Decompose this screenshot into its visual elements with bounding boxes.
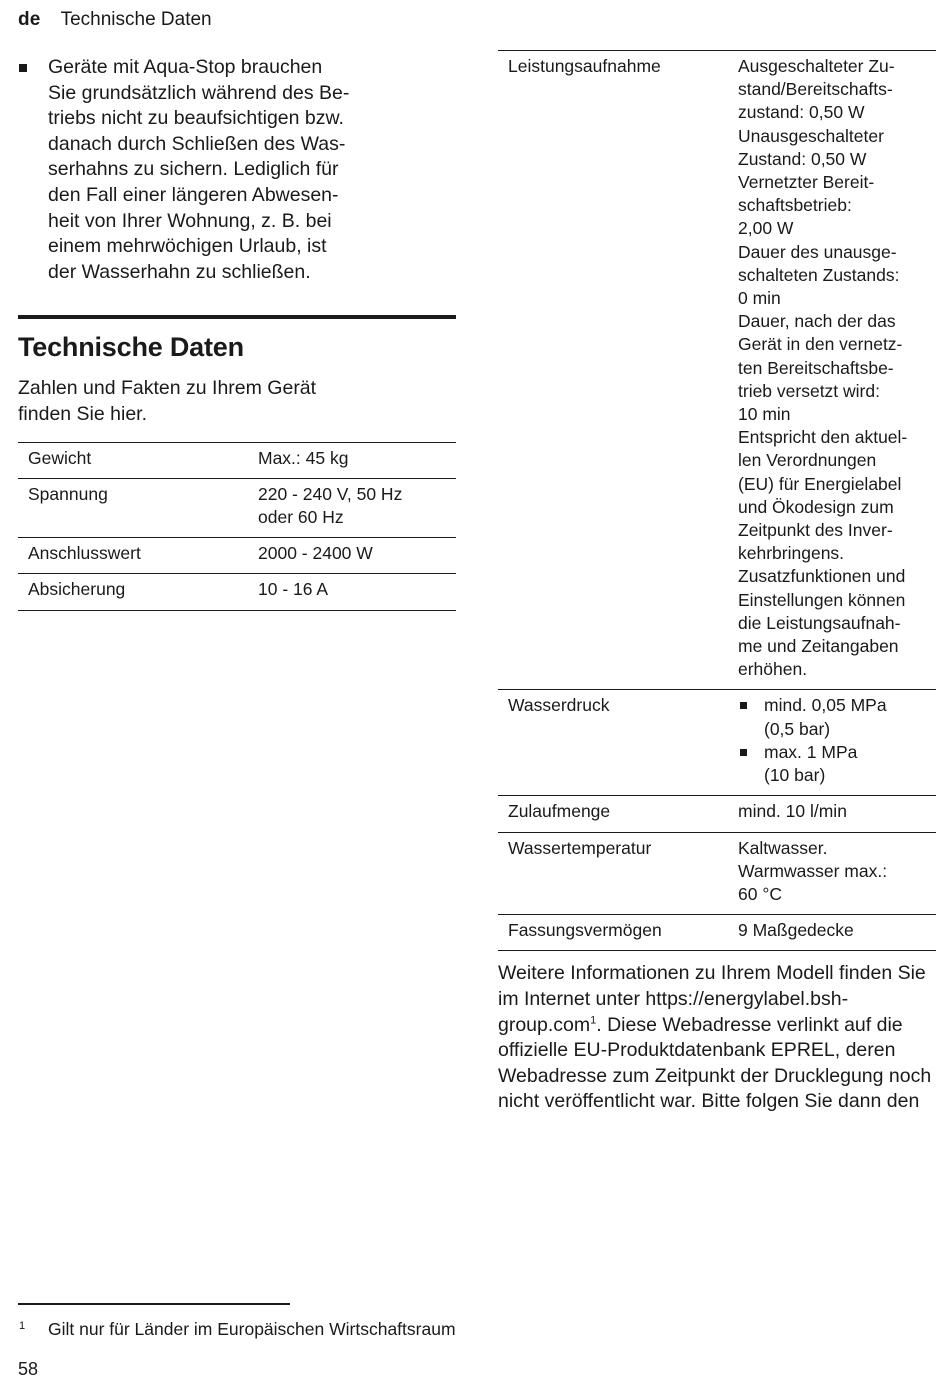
list-item — [738, 741, 932, 787]
square-bullet-icon — [19, 64, 27, 72]
text-line: finden Sie hier. — [18, 402, 148, 425]
text-line: (10 bar) — [764, 765, 826, 786]
text-line: oder 60 Hz — [258, 506, 344, 527]
spec-table-right — [498, 50, 936, 951]
spec-value — [738, 51, 936, 690]
text-line: zustand: 0,50 W — [738, 102, 865, 123]
spec-value — [738, 915, 936, 951]
text-line: trieb versetzt wird: — [738, 380, 880, 401]
text-line: Zusatzfunktionen und — [738, 566, 906, 587]
table-row — [498, 915, 936, 951]
text-line: Unausgeschalteter — [738, 125, 884, 146]
spec-value — [258, 538, 456, 574]
table-row — [18, 538, 456, 574]
text-line: Kaltwasser. — [738, 837, 828, 858]
footnote-text: Gilt nur für Länder im Europäischen Wirtschaftsraum — [48, 1319, 456, 1339]
text-line: und Ökodesign zum — [738, 496, 894, 517]
spec-value — [738, 690, 936, 796]
text-line: Einstellungen können — [738, 589, 906, 610]
text-line: mind. 0,05 MPa — [764, 695, 887, 716]
text-line: der Wasserhahn zu schließen. — [48, 260, 311, 283]
spec-key: Spannung — [18, 478, 258, 537]
spec-key: Absicherung — [18, 574, 258, 610]
footnote-reference: 1 — [590, 1014, 597, 1026]
text-line: 220 - 240 V, 50 Hz — [258, 483, 403, 504]
left-column — [18, 55, 456, 611]
section-rule — [18, 315, 456, 319]
table-row — [498, 796, 936, 832]
spec-key: Leistungsaufnahme — [498, 51, 738, 690]
text-line: 2,00 W — [738, 218, 794, 239]
text-line: Dauer, nach der das — [738, 311, 896, 332]
section-technische-daten — [18, 315, 456, 427]
text-line: Vernetzter Bereit- — [738, 172, 875, 193]
text-line: stand/Bereitschafts- — [738, 79, 893, 100]
text-line: Entspricht den aktuel- — [738, 427, 908, 448]
table-row — [498, 690, 936, 796]
text-line: Zahlen und Fakten zu Ihrem Gerät — [18, 377, 317, 400]
spec-key: Fassungsvermögen — [498, 915, 738, 951]
text-line: me und Zeitangaben — [738, 636, 899, 657]
spec-table-right-body — [498, 51, 936, 951]
spec-key: Anschlusswert — [18, 538, 258, 574]
table-row — [18, 442, 456, 478]
list-item — [18, 55, 456, 285]
spec-table-left-body — [18, 442, 456, 610]
square-bullet-icon — [740, 702, 747, 709]
text-line: 9 Maßgedecke — [738, 920, 854, 941]
warning-bullet-list — [18, 55, 456, 285]
page-title: Technische Daten — [18, 332, 244, 363]
table-row — [498, 51, 936, 690]
spec-value-bullet-list — [738, 694, 932, 787]
text-line: heit von Ihrer Wohnung, z. B. bei — [48, 209, 332, 232]
right-column — [498, 50, 936, 1115]
text-line: Zeitpunkt des Inver- — [738, 520, 893, 541]
spec-table-left — [18, 442, 456, 611]
text-line: schalteten Zustands: — [738, 264, 900, 285]
text-line: schaftsbetrieb: — [738, 195, 852, 216]
language-code: de — [18, 9, 41, 30]
text-line: triebs nicht zu beaufsichtigen bzw. — [48, 107, 344, 130]
footnote — [18, 1318, 918, 1340]
spec-value — [258, 442, 456, 478]
text-line: (EU) für Energielabel — [738, 473, 902, 494]
running-header — [18, 8, 212, 32]
text-line: Gerät in den vernetz- — [738, 334, 903, 355]
text-line: ten Bereitschaftsbe- — [738, 357, 894, 378]
text-line: Max.: 45 kg — [258, 447, 349, 468]
section-intro — [18, 376, 456, 427]
text-line: erhöhen. — [738, 659, 808, 680]
text-line: Warmwasser max.: — [738, 860, 888, 881]
trailing-text-before: Weitere Informationen zu Ihrem Modell finden Sie im Internet unter https://energylabel.bsh-group.com — [498, 962, 926, 1036]
spec-key: Gewicht — [18, 442, 258, 478]
text-line: danach durch Schließen des Was- — [48, 132, 346, 155]
text-line: Zustand: 0,50 W — [738, 148, 867, 169]
spec-value — [258, 478, 456, 537]
spec-value — [738, 832, 936, 915]
text-line: Ausgeschalteter Zu- — [738, 56, 895, 76]
spec-key: Wasserdruck — [498, 690, 738, 796]
text-line: kehrbringens. — [738, 543, 845, 564]
text-line: 60 °C — [738, 883, 782, 904]
text-line: Sie grundsätzlich während des Be- — [48, 81, 350, 104]
text-line: serhahns zu sichern. Lediglich für — [48, 158, 339, 181]
text-line: 10 min — [738, 404, 791, 425]
text-line: den Fall einer längeren Abwesen- — [48, 183, 339, 206]
trailing-text-after: . Diese Webadresse verlinkt auf die offizielle EU-Produktdatenbank EPREL, deren Webadresse zum Zeitpunkt der Drucklegung noch nicht veröffentlicht war. Bitte folgen Sie dann den — [498, 1013, 932, 1113]
footnote-marker: 1 — [19, 1320, 26, 1332]
table-row — [18, 478, 456, 537]
list-item — [738, 694, 932, 740]
spec-value — [258, 574, 456, 610]
text-line: die Leistungsaufnah- — [738, 612, 901, 633]
header-chapter-title: Technische Daten — [60, 9, 212, 30]
text-line: mind. 10 l/min — [738, 801, 847, 822]
text-line: Geräte mit Aqua-Stop brauchen — [48, 56, 323, 78]
trailing-paragraph — [498, 961, 936, 1115]
text-line: Dauer des unausge- — [738, 241, 897, 262]
text-line: 0 min — [738, 288, 781, 309]
table-row — [18, 574, 456, 610]
text-line: einem mehrwöchigen Urlaub, ist — [48, 235, 327, 258]
text-line: (0,5 bar) — [764, 718, 831, 739]
page-number: 58 — [18, 1359, 39, 1379]
spec-key: Zulaufmenge — [498, 796, 738, 832]
spec-key: Wassertemperatur — [498, 832, 738, 915]
text-line: 10 - 16 A — [258, 579, 329, 600]
text-line: len Verordnungen — [738, 450, 877, 471]
footnote-separator — [18, 1303, 290, 1305]
spec-value — [738, 796, 936, 832]
text-line: max. 1 MPa — [764, 741, 858, 762]
square-bullet-icon — [740, 749, 747, 756]
bullet-lines — [48, 55, 456, 285]
text-line: 2000 - 2400 W — [258, 543, 373, 564]
table-row — [498, 832, 936, 915]
